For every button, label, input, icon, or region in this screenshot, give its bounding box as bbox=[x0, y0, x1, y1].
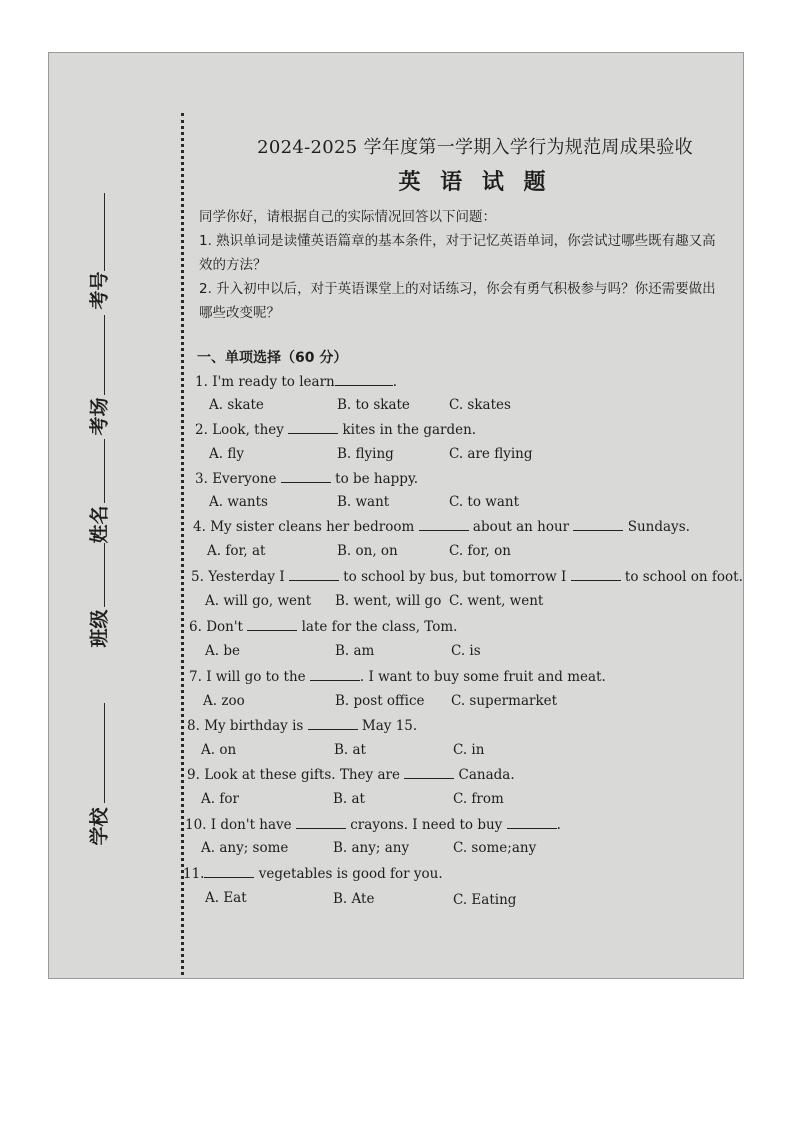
answer-blank[interactable] bbox=[296, 816, 346, 829]
q1-option-a[interactable]: A. skate bbox=[209, 397, 264, 413]
exam-subtitle: 英 语 试 题 bbox=[398, 169, 552, 195]
q7-option-c[interactable]: C. supermarket bbox=[451, 693, 558, 709]
q2-option-c[interactable]: C. are flying bbox=[449, 446, 533, 462]
intro-block bbox=[199, 205, 739, 325]
q3-option-c[interactable]: C. to want bbox=[449, 494, 519, 510]
q8-option-c[interactable]: C. in bbox=[453, 742, 485, 758]
answer-blank[interactable] bbox=[204, 865, 254, 878]
intro-q2-line1: 2. 升入初中以后，对于英语课堂上的对话练习，你会有勇气积极参与吗？你还需要做出 bbox=[199, 281, 716, 297]
q4-option-c[interactable]: C. for, on bbox=[449, 543, 511, 559]
q5-option-a[interactable]: A. will go, went bbox=[205, 593, 312, 609]
q10-option-a[interactable]: A. any; some bbox=[201, 840, 289, 856]
q11-option-b[interactable]: B. Ate bbox=[333, 891, 375, 907]
q2-option-b[interactable]: B. flying bbox=[337, 446, 394, 462]
question-10: 10. I don't have crayons. I need to buy . bbox=[185, 817, 561, 833]
q9-option-b[interactable]: B. at bbox=[333, 791, 365, 807]
q6-option-b[interactable]: B. am bbox=[335, 643, 375, 659]
answer-blank[interactable] bbox=[308, 717, 358, 730]
q9-option-a[interactable]: A. for bbox=[201, 791, 239, 807]
q4-option-a[interactable]: A. for, at bbox=[207, 543, 266, 559]
q1-option-b[interactable]: B. to skate bbox=[337, 397, 410, 413]
q2-option-a[interactable]: A. fly bbox=[209, 446, 244, 462]
question-9: 9. Look at these gifts. They are Canada. bbox=[187, 767, 515, 783]
q1-option-c[interactable]: C. skates bbox=[449, 397, 511, 413]
q10-option-c[interactable]: C. some;any bbox=[453, 840, 537, 856]
school-blank-line bbox=[104, 703, 105, 803]
question-11: 11. vegetables is good for you. bbox=[183, 866, 443, 882]
q8-option-b[interactable]: B. at bbox=[334, 742, 366, 758]
intro-greeting: 同学你好，请根据自己的实际情况回答以下问题： bbox=[199, 209, 496, 225]
answer-blank[interactable] bbox=[288, 421, 338, 434]
question-5: 5. Yesterday I to school by bus, but tomorrow I to school on foot. bbox=[191, 569, 743, 585]
side-label-name: 姓名 bbox=[88, 505, 111, 544]
side-label-school: 学校 bbox=[88, 807, 111, 846]
question-7: 7. I will go to the . I want to buy some fruit and meat. bbox=[189, 669, 606, 685]
section-title: 一、单项选择（60 分） bbox=[197, 350, 348, 366]
answer-blank[interactable] bbox=[573, 518, 623, 531]
answer-blank[interactable] bbox=[419, 518, 469, 531]
number-blank-line bbox=[104, 193, 105, 271]
q11-option-a[interactable]: A. Eat bbox=[205, 890, 247, 906]
q4-option-b[interactable]: B. on, on bbox=[337, 543, 398, 559]
q5-option-c[interactable]: C. went, went bbox=[449, 593, 544, 609]
question-8: 8. My birthday is May 15. bbox=[187, 718, 418, 734]
intro-q1-line2: 效的方法？ bbox=[199, 257, 267, 273]
question-1: 1. I'm ready to learn . bbox=[195, 374, 398, 390]
question-4: 4. My sister cleans her bedroom about an hour Sundays. bbox=[193, 519, 690, 535]
q5-option-b[interactable]: B. went, will go bbox=[335, 593, 442, 609]
answer-blank[interactable] bbox=[404, 766, 454, 779]
q10-option-b[interactable]: B. any; any bbox=[333, 840, 410, 856]
q3-option-b[interactable]: B. want bbox=[337, 494, 390, 510]
q3-option-a[interactable]: A. wants bbox=[209, 494, 268, 510]
question-3: 3. Everyone to be happy. bbox=[195, 471, 419, 487]
side-label-class: 班级 bbox=[88, 609, 111, 648]
side-label-number: 考号 bbox=[88, 271, 111, 310]
intro-q2-line2: 哪些改变呢？ bbox=[199, 305, 280, 321]
answer-blank[interactable] bbox=[247, 618, 297, 631]
class-blank-line bbox=[104, 543, 105, 607]
q8-option-a[interactable]: A. on bbox=[201, 742, 237, 758]
q6-option-c[interactable]: C. is bbox=[451, 643, 481, 659]
question-2: 2. Look, they kites in the garden. bbox=[195, 422, 477, 438]
answer-blank[interactable] bbox=[571, 568, 621, 581]
q7-option-a[interactable]: A. zoo bbox=[203, 693, 245, 709]
q6-option-a[interactable]: A. be bbox=[205, 643, 240, 659]
answer-blank[interactable] bbox=[281, 470, 331, 483]
exam-sheet bbox=[48, 52, 744, 979]
room-blank-line bbox=[104, 315, 105, 395]
q7-option-b[interactable]: B. post office bbox=[335, 693, 425, 709]
answer-blank[interactable] bbox=[335, 373, 393, 386]
intro-q1-line1: 1. 熟识单词是读懂英语篇章的基本条件，对于记忆英语单词，你尝试过哪些既有趣又高 bbox=[199, 233, 716, 249]
answer-blank[interactable] bbox=[289, 568, 339, 581]
question-6: 6. Don't late for the class, Tom. bbox=[189, 619, 458, 635]
side-label-room: 考场 bbox=[88, 397, 111, 436]
binding-dotted-line bbox=[181, 113, 184, 979]
q11-option-c[interactable]: C. Eating bbox=[453, 892, 517, 908]
answer-blank[interactable] bbox=[507, 816, 557, 829]
q9-option-c[interactable]: C. from bbox=[453, 791, 504, 807]
name-blank-line bbox=[104, 439, 105, 503]
exam-title: 2024-2025 学年度第一学期入学行为规范周成果验收 bbox=[257, 137, 693, 158]
answer-blank[interactable] bbox=[310, 668, 360, 681]
